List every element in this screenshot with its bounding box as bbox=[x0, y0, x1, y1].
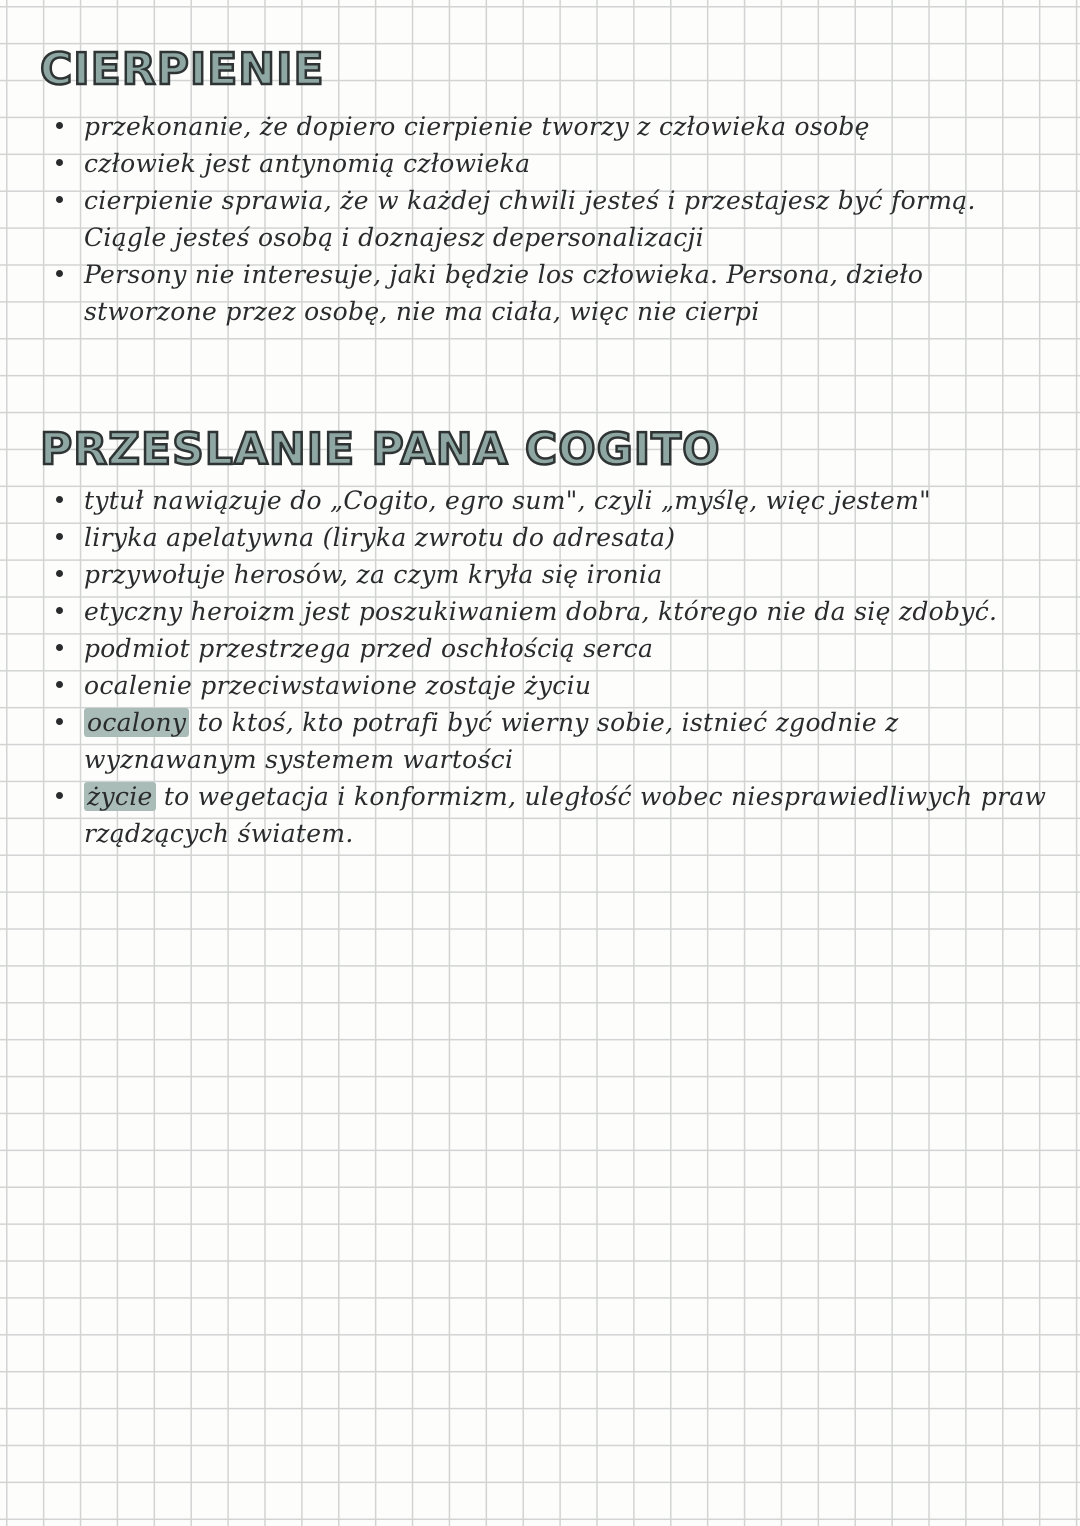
list-item-text: etyczny heroizm jest poszukiwaniem dobra, którego nie da się zdobyć. bbox=[84, 597, 998, 626]
bullet-icon bbox=[56, 681, 63, 688]
list-item bbox=[56, 519, 1050, 556]
highlighted-term: życie bbox=[84, 782, 156, 811]
list-item-text: ocalenie przeciwstawione zostaje życiu bbox=[84, 671, 592, 700]
list-item bbox=[56, 778, 1050, 852]
list-item bbox=[56, 482, 1050, 519]
list-item bbox=[56, 593, 1050, 630]
list-item bbox=[56, 630, 1050, 667]
bullet-icon bbox=[56, 270, 63, 277]
bullet-icon bbox=[56, 533, 63, 540]
list-item-text: podmiot przestrzega przed oschłością serca bbox=[84, 634, 654, 663]
list-item bbox=[56, 556, 1050, 593]
highlighted-term: ocalony bbox=[84, 708, 189, 737]
list-item-text: cierpienie sprawia, że w każdej chwili jesteś i przestajesz być formą. Ciągle jesteś osobą i doznajesz depersonalizacji bbox=[84, 186, 976, 252]
list-item-text: przekonanie, że dopiero cierpienie tworzy z człowieka osobę bbox=[84, 112, 870, 141]
list-item-text: liryka apelatywna (liryka zwrotu do adresata) bbox=[84, 523, 676, 552]
bullet-icon bbox=[56, 496, 63, 503]
bullet-icon bbox=[56, 718, 63, 725]
bullet-icon bbox=[56, 570, 63, 577]
list-item bbox=[56, 256, 1050, 330]
list-item-text: człowiek jest antynomią człowieka bbox=[84, 149, 531, 178]
bullet-icon bbox=[56, 644, 63, 651]
list-cierpienie bbox=[56, 108, 1050, 330]
bullet-icon bbox=[56, 159, 63, 166]
list-item bbox=[56, 182, 1050, 256]
list-item-text: tytuł nawiązuje do „Cogito, egro sum", czyli „myślę, więc jestem" bbox=[84, 486, 931, 515]
list-item bbox=[56, 108, 1050, 145]
list-item bbox=[56, 704, 1050, 778]
list-przeslanie bbox=[56, 482, 1050, 852]
bullet-icon bbox=[56, 122, 63, 129]
list-item-text: to ktoś, kto potrafi być wierny sobie, istnieć zgodnie z wyznawanym systemem wartości bbox=[84, 708, 899, 774]
heading-cierpienie: CIERPIENIE bbox=[40, 44, 325, 95]
list-item-text: to wegetacja i konformizm, uległość wobec niesprawiedliwych praw rządzących światem. bbox=[84, 782, 1047, 848]
list-item bbox=[56, 667, 1050, 704]
list-item bbox=[56, 145, 1050, 182]
bullet-icon bbox=[56, 196, 63, 203]
list-item-text: przywołuje herosów, za czym kryła się ironia bbox=[84, 560, 663, 589]
heading-przeslanie-pana-cogito: PRZESLANIE PANA COGITO bbox=[40, 424, 721, 475]
bullet-icon bbox=[56, 792, 63, 799]
bullet-icon bbox=[56, 607, 63, 614]
list-item-text: Persony nie interesuje, jaki będzie los człowieka. Persona, dzieło stworzone przez osobę, nie ma ciała, więc nie cierpi bbox=[84, 260, 924, 326]
